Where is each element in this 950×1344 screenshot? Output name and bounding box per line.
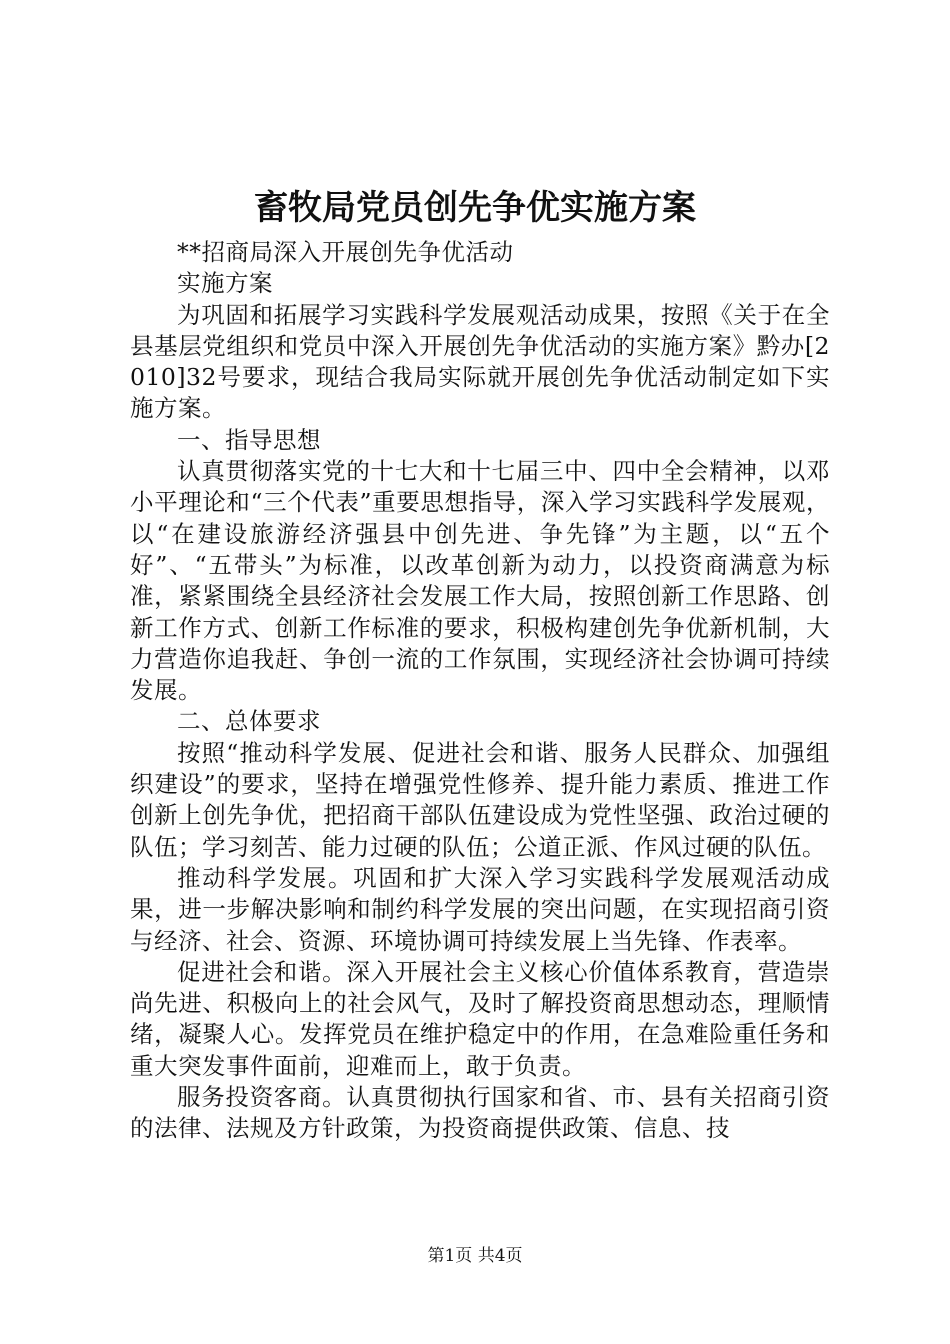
section-heading-guiding-ideology: 一、指导思想 (177, 425, 321, 454)
paragraph-subtitle-2: 实施方案 (177, 269, 273, 298)
document-body (130, 237, 830, 1145)
paragraph-serve-investors: 服务投资客商。认真贯彻执行国家和省、市、县有关招商引资的法律、法规及方针政策，为投资商提供政策、信息、技 (130, 1083, 830, 1143)
paragraph-promote-harmony: 促进社会和谐。深入开展社会主义核心价值体系教育，营造崇尚先进、积极向上的社会风气，及时了解投资商思想动态，理顺情绪，凝聚人心。发挥党员在维护稳定中的作用，在急难险重任务和重大突发事件面前，迎难而上，敢于负责。 (130, 957, 830, 1080)
paragraph-subtitle-1: **招商局深入开展创先争优活动 (177, 238, 514, 266)
paragraph-intro: 为巩固和拓展学习实践科学发展观活动成果，按照《关于在全县基层党组织和党员中深入开展创先争优活动的实施方案》黔办[2010]32号要求，现结合我局实际就开展创先争优活动制定如下实施方案。 (130, 300, 830, 423)
section-heading-general-requirements: 二、总体要求 (177, 707, 321, 736)
paragraph-guiding-ideology: 认真贯彻落实党的十七大和十七届三中、四中全会精神，以邓小平理论和“三个代表”重要思想指导，深入学习实践科学发展观，以“在建设旅游经济强县中创先进、争先锋”为主题，以“五个好”、“五带头”为标准，以改革创新为动力，以投资商满意为标准，紧紧围绕全县经济社会发展工作大局，按照创新工作思路、创新工作方式、创新工作标准的要求，积极构建创先争优新机制，大力营造你追我赶、争创一流的工作氛围，实现经济社会协调可持续发展。 (130, 457, 830, 705)
page-number-footer: 第1页 共4页 (427, 1246, 523, 1266)
document-title: 畜牧局党员创先争优实施方案 (254, 188, 696, 228)
paragraph-general-requirements: 按照“推动科学发展、促进社会和谐、服务人民群众、加强组织建设”的要求，坚持在增强党性修养、提升能力素质、推进工作创新上创先争优，把招商干部队伍建设成为党性坚强、政治过硬的队伍；学习刻苦、能力过硬的队伍；公道正派、作风过硬的队伍。 (130, 738, 830, 861)
paragraph-promote-development: 推动科学发展。巩固和扩大深入学习实践科学发展观活动成果，进一步解决影响和制约科学发展的突出问题，在实现招商引资与经济、社会、资源、环境协调可持续发展上当先锋、作表率。 (130, 863, 830, 955)
